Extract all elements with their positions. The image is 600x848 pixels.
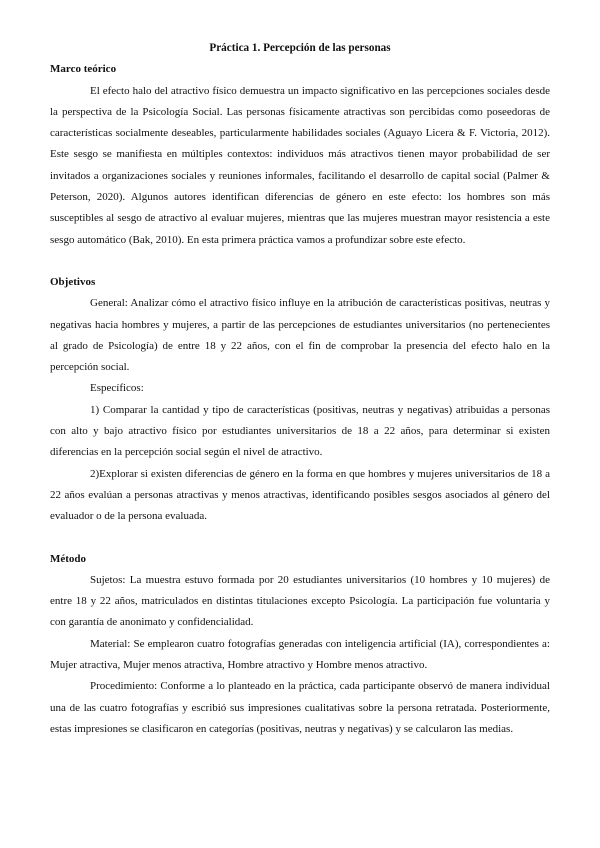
document-page bbox=[50, 38, 550, 740]
paragraph-sujetos: Sujetos: La muestra estuvo formada por 20 estudiantes universitarios (10 hombres y 10 mujeres) de entre 18 y 22 años, matriculados en distintas titulaciones excepto Psicología. La participación fue voluntaria y con garantía de anonimato y confidencialidad. bbox=[50, 573, 550, 629]
section-spacer bbox=[50, 528, 550, 549]
paragraph-marco-teorico: El efecto halo del atractivo físico demuestra un impacto significativo en las percepciones sociales desde la perspectiva de la Psicología Social. Las personas físicamente atractivas son percibidas como poseedoras de características socialmente deseables, particularmente habilidades sociales (Aguayo Licera & F. Victoria, 2012). Este sesgo se manifiesta en múltiples contextos: individuos más atractivos tienen mayor probabilidad de ser invitados a organizaciones sociales y reuniones informales, facilitando el desarrollo de capital social (Palmer & Peterson, 2020). Algunos autores identifican diferencias de género en este efecto: los hombres son más susceptibles al sesgo de atractivo al evaluar mujeres, mientras que las mujeres muestran mayor resistencia a este sesgo automático (Bak, 2010). En esta primera práctica vamos a profundizar sobre este efecto. bbox=[50, 84, 550, 246]
paragraph-objetivo-general: General: Analizar cómo el atractivo físico influye en la atribución de características positivas, neutras y negativas hacia hombres y mujeres, a partir de las percepciones de estudiantes universitarios (no pertenecientes al grado de Psicología) de entre 18 y 22 años, con el fin de comprobar la presencia del efecto halo en la percepción social. bbox=[50, 297, 550, 374]
paragraph-especifico-2: 2)Explorar si existen diferencias de género en la forma en que hombres y mujeres universitarios de 18 a 22 años evalúan a personas atractivas y menos atractivas, identificando posibles sesgos asociados al género del evaluador o de la persona evaluada. bbox=[50, 467, 550, 523]
heading-metodo: Método bbox=[50, 552, 87, 565]
heading-objetivos: Objetivos bbox=[50, 275, 96, 288]
paragraph-material: Material: Se emplearon cuatro fotografías generadas con inteligencia artificial (IA), correspondientes a: Mujer atractiva, Mujer menos atractiva, Hombre atractivo y Hombre menos atractivo. bbox=[50, 637, 550, 672]
heading-marco-teorico: Marco teórico bbox=[50, 63, 117, 76]
paragraph-especifico-1: 1) Comparar la cantidad y tipo de características (positivas, neutras y negativas) atribuidas a personas con alto y bajo atractivo físico por estudiantes universitarios de 18 a 22 años, para determinar si existen diferencias en la percepción social según el nivel de atractivo. bbox=[50, 403, 550, 459]
paragraph-procedimiento: Procedimiento: Conforme a lo planteado en la práctica, cada participante observó de manera individual una de las cuatro fotografías y escribió sus impresiones cualitativas sobre la persona retratada. Posteriormente, estas impresiones se clasificaron en categorías (positivas, neutras y negativas) y se calcularon las medias. bbox=[50, 680, 550, 735]
label-especificos: Específicos: bbox=[90, 382, 144, 395]
document-title: Práctica 1. Percepción de las personas bbox=[209, 42, 391, 54]
section-spacer bbox=[50, 251, 550, 272]
